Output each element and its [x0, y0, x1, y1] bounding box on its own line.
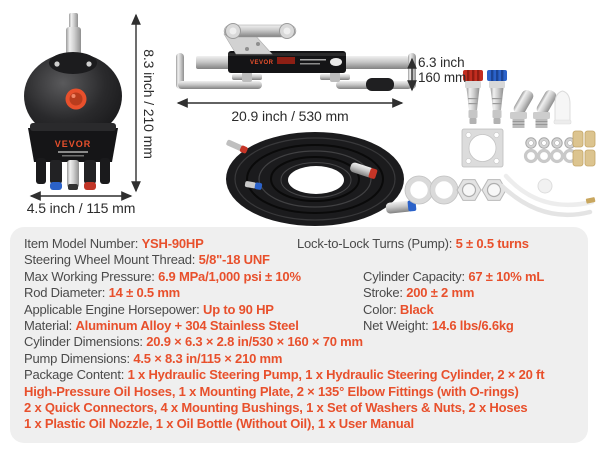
spec-label: Pump Dimensions:	[24, 350, 134, 366]
cylinder-length-dimension-label: 20.9 inch / 530 mm	[231, 108, 349, 124]
spec-value: 67 ± 10% mL	[468, 268, 545, 284]
spec-value: 200 ± 2 mm	[406, 285, 475, 301]
spec-value: 14.6 lbs/6.6kg	[431, 317, 514, 333]
spec-label: Cylinder Dimensions:	[24, 334, 147, 350]
washers-and-nuts-illustration	[526, 138, 576, 162]
spec-row-package-content-3	[24, 400, 580, 416]
spec-label: Lock-to-Lock Turns (Pump):	[297, 236, 456, 251]
cylinder-height-dimension-label	[418, 55, 466, 85]
spec-label: Net Weight:	[363, 317, 432, 333]
spec-row-material	[24, 318, 580, 334]
spec-value: 6.9 MPa/1,000 psi ± 10%	[158, 268, 301, 284]
bleed-valve-knob	[66, 89, 87, 110]
spec-row-horsepower	[24, 302, 580, 318]
spec-value: 1 x Hydraulic Steering Pump, 1 x Hydraulic Steering Cylinder, 2 × 20 ft	[127, 367, 545, 383]
pump-width-dimension-label: 4.5 inch / 115 mm	[26, 200, 136, 216]
spec-row-cylinder-dimensions	[24, 334, 580, 350]
spec-right-col	[363, 285, 474, 301]
cylinder-height-line2: 160 mm	[418, 70, 467, 85]
oil-nozzle-illustration	[554, 91, 571, 124]
spec-value: 5/8"-18 UNF	[198, 252, 270, 268]
cylinder-mounting-bracket	[224, 24, 296, 55]
spec-label: Max Working Pressure:	[24, 268, 159, 284]
spec-value: High-Pressure Oil Hoses, 1 x Mounting Plate, 2 × 135° Elbow Fittings (with O-rings)	[24, 383, 519, 399]
spec-value: YSH-90HP	[141, 236, 204, 251]
spec-value: 4.5 × 8.3 in/115 × 210 mm	[133, 350, 283, 366]
clear-hoses-illustration	[502, 176, 596, 215]
pump-brand-logo: VEVOR	[54, 139, 92, 149]
spec-row-mount-thread	[24, 252, 580, 268]
pump-height-dimension-label: 8.3 inch / 210 mm	[141, 49, 157, 159]
spec-right-col	[363, 302, 434, 318]
spec-label: Package Content:	[24, 367, 128, 383]
spec-row-pump-dimensions	[24, 351, 580, 367]
spec-label: Steering Wheel Mount Thread:	[24, 252, 199, 268]
spec-value: 1 x Plastic Oil Nozzle, 1 x Oil Bottle (Without Oil), 1 x User Manual	[24, 416, 414, 432]
spec-label: Rod Diameter:	[24, 285, 109, 301]
spec-label: Stroke:	[363, 285, 407, 301]
spec-right-col	[363, 269, 544, 285]
spec-row-pressure	[24, 269, 580, 285]
spec-right-col	[297, 236, 529, 252]
cylinder-brand-logo: VEVOR	[250, 60, 274, 66]
elbow-fittings-illustration	[510, 88, 558, 128]
spec-value: 5 ± 0.5 turns	[455, 236, 529, 251]
spec-panel	[10, 227, 588, 443]
spec-label: Applicable Engine Horsepower:	[24, 301, 203, 317]
spec-value: 2 x Quick Connectors, 4 x Mounting Bushings, 1 x Set of Washers & Nuts, 2 x Hoses	[24, 399, 528, 415]
spec-right-col	[363, 318, 514, 334]
spec-row-package-content-1	[24, 367, 580, 383]
spec-value: Up to 90 HP	[203, 301, 274, 317]
spec-row-model	[24, 236, 580, 252]
spec-row-package-content-4	[24, 416, 580, 432]
mounting-plate-illustration	[462, 129, 503, 167]
spec-value: 14 ± 0.5 mm	[108, 285, 181, 301]
spec-label: Item Model Number:	[24, 236, 142, 251]
lock-nuts-illustration	[457, 180, 506, 201]
seal-rings-illustration	[405, 176, 458, 204]
spec-value: Aluminum Alloy + 304 Stainless Steel	[75, 317, 299, 333]
steering-cylinder-illustration	[176, 24, 416, 92]
spec-label: Cylinder Capacity:	[363, 268, 469, 284]
steering-pump-illustration	[24, 13, 122, 190]
quick-connectors-illustration	[463, 70, 507, 124]
hose-coil-illustration	[225, 132, 416, 226]
spec-row-rod-diameter	[24, 285, 580, 301]
pump-hose-ports	[36, 158, 110, 190]
spec-label: Material:	[24, 317, 76, 333]
spec-value: 20.9 × 6.3 × 2.8 in/530 × 160 × 70 mm	[146, 334, 363, 350]
mounting-bushings-illustration	[573, 131, 595, 166]
spec-value: Black	[399, 301, 434, 317]
spec-row-package-content-2	[24, 384, 580, 400]
spec-label: Color:	[363, 301, 400, 317]
cylinder-height-line1: 6.3 inch	[418, 55, 465, 70]
